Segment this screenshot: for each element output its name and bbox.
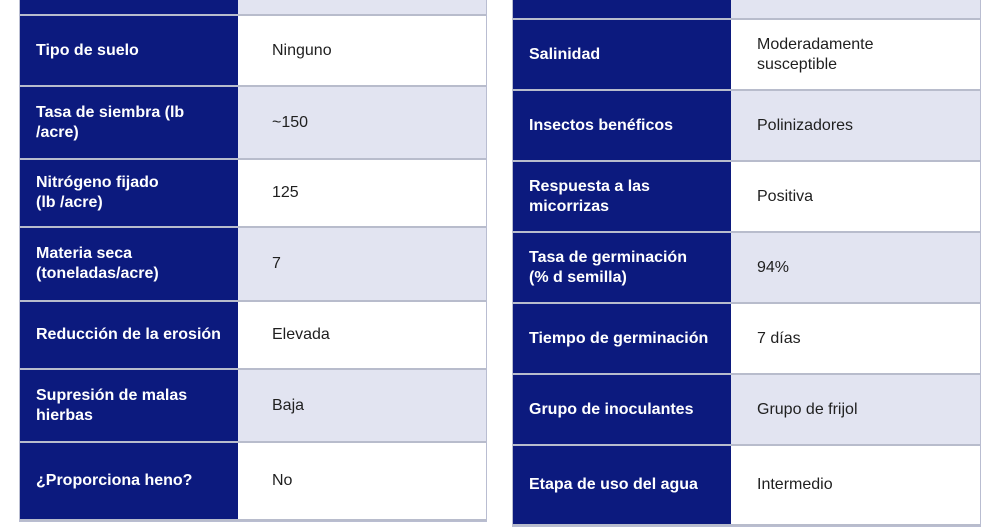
row-label: Tasa de germinación (% d semilla) xyxy=(513,233,731,302)
row-value: Positiva xyxy=(731,162,980,231)
row-value: Grupo de frijol xyxy=(731,375,980,444)
table-row xyxy=(20,302,486,370)
row-label: Salinidad xyxy=(513,20,731,89)
row-value: No xyxy=(238,443,486,519)
row-label: Reducción de la erosión xyxy=(20,302,238,368)
row-value: 125 xyxy=(238,160,486,226)
row-value: 7 días xyxy=(731,304,980,373)
table-row xyxy=(513,446,980,526)
row-value: Ninguno xyxy=(238,16,486,85)
row-label: Tipo de suelo xyxy=(20,16,238,85)
row-label: ¿Proporciona heno? xyxy=(20,443,238,519)
row-value xyxy=(238,0,486,14)
table-row xyxy=(513,304,980,375)
row-label: Respuesta a las micorrizas xyxy=(513,162,731,231)
row-value: Elevada xyxy=(238,302,486,368)
row-value: Moderadamente susceptible xyxy=(731,20,980,89)
row-label: Nitrógeno fijado (lb /acre) xyxy=(20,160,238,226)
table-row xyxy=(20,160,486,228)
row-label: Etapa de uso del agua xyxy=(513,446,731,524)
row-label: Tiempo de germinación xyxy=(513,304,731,373)
row-label xyxy=(513,0,731,18)
left-properties-table xyxy=(19,0,487,522)
table-row xyxy=(513,20,980,91)
table-row xyxy=(513,233,980,304)
row-label xyxy=(20,0,238,14)
row-label: Supresión de malas hierbas xyxy=(20,370,238,441)
row-label: Grupo de inoculantes xyxy=(513,375,731,444)
row-value: ~150 xyxy=(238,87,486,158)
row-label: Materia seca (toneladas/acre) xyxy=(20,228,238,300)
table-row xyxy=(513,0,980,20)
table-row xyxy=(513,162,980,233)
row-value xyxy=(731,0,980,18)
table-row xyxy=(513,91,980,162)
table-row xyxy=(20,370,486,443)
table-row xyxy=(513,375,980,446)
table-row xyxy=(20,87,486,160)
table-row xyxy=(20,443,486,521)
row-label: Tasa de siembra (lb /acre) xyxy=(20,87,238,158)
table-row xyxy=(20,228,486,302)
row-label: Insectos benéficos xyxy=(513,91,731,160)
row-value: 7 xyxy=(238,228,486,300)
right-properties-table xyxy=(512,0,981,527)
row-value: 94% xyxy=(731,233,980,302)
table-row xyxy=(20,16,486,87)
row-value: Intermedio xyxy=(731,446,980,524)
row-value: Baja xyxy=(238,370,486,441)
table-row xyxy=(20,0,486,16)
row-value: Polinizadores xyxy=(731,91,980,160)
